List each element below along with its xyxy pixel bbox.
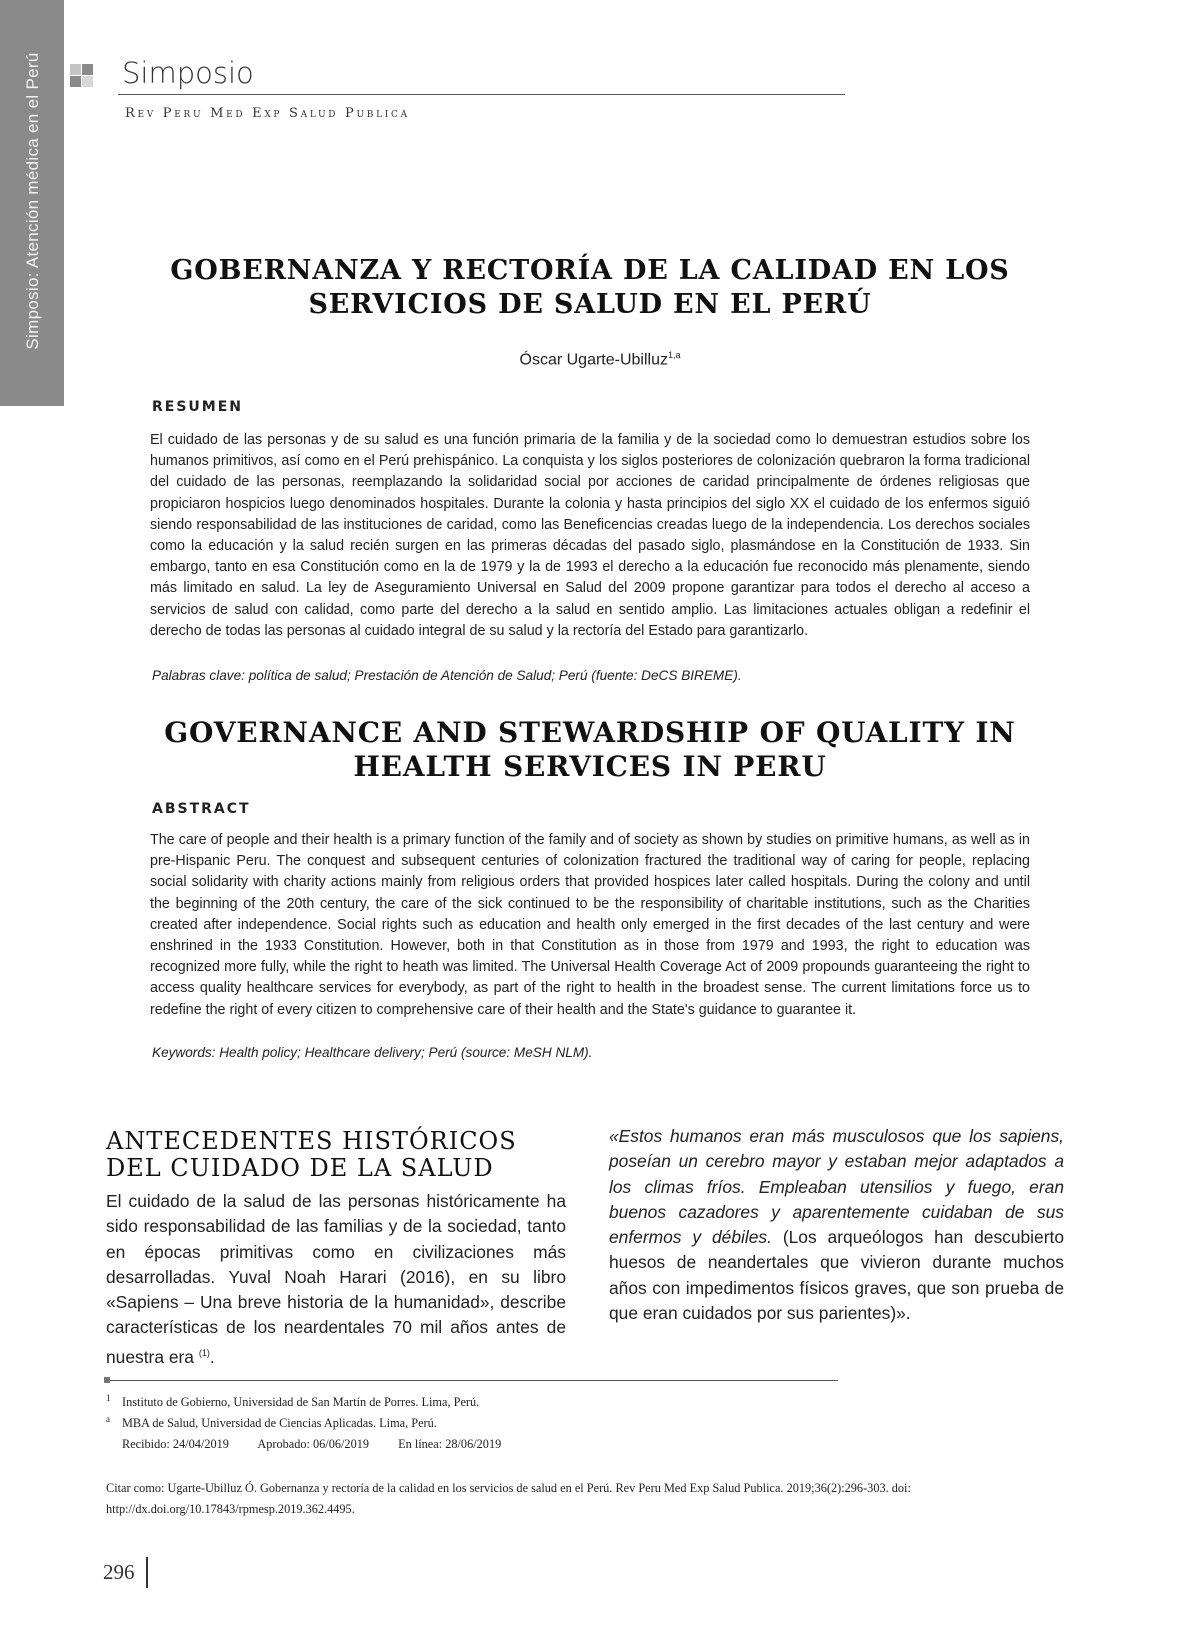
paragraph-end: . — [209, 1346, 215, 1367]
footnote-a — [106, 1413, 527, 1434]
palabras-clave: Palabras clave: política de salud; Prestación de Atención de Salud; Perú (fuente: DeCS BIREME). — [152, 668, 742, 683]
body-paragraph-right — [609, 1124, 1064, 1326]
footnote-1 — [106, 1392, 527, 1413]
citation: Citar como: Ugarte-Ubilluz Ó. Gobernanza y rectoría de la calidad en los servicios de salud en el Perú. Rev Peru Med Exp Salud Publica. 2019;36(2):296-303. doi: http://dx.doi.org/10.17843/rpmesp.2019.362.4495. — [106, 1481, 911, 1516]
section-heading: ANTECEDENTES HISTÓRICOS DEL CUIDADO DE LA SALUD — [106, 1127, 517, 1182]
header-rule — [118, 94, 845, 95]
corner-decoration — [70, 64, 94, 88]
quote-rest: (Los arqueólogos han descubierto huesos de neandertales que vivieron durante muchos años con impedimentos físicos graves, que son prueba de que eran cuidados por sus parientes)». — [609, 1227, 1065, 1324]
footnote-rule — [106, 1380, 838, 1381]
reference-mark: (1) — [198, 1347, 210, 1358]
footnote-number: 1 — [106, 1393, 111, 1403]
footnote-number: a — [106, 1414, 110, 1424]
abstract-label: ABSTRACT — [152, 801, 251, 817]
section-name: Simposio — [122, 56, 254, 90]
quote-italic: «Estos humanos eran más musculosos que los sapiens, poseían un cerebro mayor y estaban mejor adaptados a los climas fríos. Empleaban utensilios y fuego, eran buenos cazadores y aparentemente cuidaban de sus enfermos y débiles. — [609, 1126, 1064, 1248]
journal-name: Rev Peru Med Exp Salud Publica — [125, 106, 410, 121]
resumen-label: RESUMEN — [152, 399, 244, 415]
footnote-text: MBA de Salud, Universidad de Ciencias Aplicadas. Lima, Perú. — [122, 1416, 437, 1430]
date-approved: Aprobado: 06/06/2019 — [257, 1437, 370, 1451]
body-paragraph-left — [106, 1189, 566, 1370]
paragraph-text: El cuidado de la salud de las personas históricamente ha sido responsabilidad de las familias y de la sociedad, tanto en épocas primitivas como en civilizaciones más desarrolladas. Yuval Noah Harari (2016), en su libro «Sapiens – Una breve historia de la humanidad», describe características de los neardentales 70 mil años antes de nuestra era — [106, 1191, 566, 1367]
author-name: Óscar Ugarte-Ubilluz — [519, 351, 668, 369]
page-number: 296 — [103, 1560, 135, 1584]
footnotes — [106, 1392, 527, 1455]
title-spanish: GOBERNANZA Y RECTORÍA DE LA CALIDAD EN LOS SERVICIOS DE SALUD EN EL PERÚ — [170, 255, 1010, 320]
date-received: Recibido: 24/04/2019 — [122, 1437, 229, 1451]
abstract-text: The care of people and their health is a primary function of the family and of society as shown by studies on primitive humans, as well as in pre-Hispanic Peru. The conquest and subsequent centuries of colonization fractured the traditional way of caring for people, replacing social solidarity with charity actions mainly from religious orders that provided hospices later called hospitals. During the colony and until the beginning of the 20th century, the care of the sick continued to be the responsibility of charitable institutions, such as the Charities created after independence. Social rights such as education and health only emerged in the first decades of the last century and were enshrined in the 1933 Constitution. However, both in that Constitution as in those from 1979 and 1993, the right to education was recognized more fully, while the right to heath was limited. The Universal Health Coverage Act of 2009 propounds guaranteeing the right to access quality healthcare services for everybody, as part of the right to health in the broadest sense. The current limitations force us to redefine the right of every citizen to comprehensive care of their health and the State's guidance to guarantee it. — [150, 832, 1030, 1018]
side-tab — [0, 0, 64, 406]
footnote-rule-marker — [104, 1377, 110, 1383]
page-number-bar — [146, 1557, 148, 1588]
title-english: GOVERNANCE AND STEWARDSHIP OF QUALITY IN HEALTH SERVICES IN PERU — [164, 716, 1016, 783]
date-online: En línea: 28/06/2019 — [398, 1437, 502, 1451]
side-tab-label: Simposio: Atención médica en el Perú — [23, 52, 42, 350]
resumen-text: El cuidado de las personas y de su salud es una función primaria de la familia y de la sociedad como lo demuestran estudios sobre los humanos primitivos, así como en el Perú prehispánico. La conquista y los siglos posteriores de colonización quebraron la forma tradicional del cuidado de las personas, reemplazando la solidaridad social por acciones de caridad principalmente de órdenes religiosas que propiciaron hospicios luego denominados hospitales. Durante la colonia y hasta principios del siglo XX el cuidado de los enfermos siguió siendo responsabilidad de las instituciones de caridad, como las Beneficencias creadas luego de la independencia. Los derechos sociales como la educación y la salud recién surgen en las primeras décadas del pasado siglo, plasmándose en la Constitución de 1933. Sin embargo, tanto en esa Constitución como en la de 1979 y la de 1993 el derecho a la educación fue reconocido más plenamente, siendo más limitado en salud. La ley de Aseguramiento Universal en Salud del 2009 propone garantizar para todos el derecho al acceso a servicios de salud con calidad, como parte del derecho a la salud en sentido amplio. Las limitaciones actuales obligan a redefinir el derecho de todas las personas al cuidado integral de su salud y la rectoría del Estado para garantizarlo. — [150, 432, 1030, 639]
footnote-text: Instituto de Gobierno, Universidad de San Martín de Porres. Lima, Perú. — [122, 1395, 480, 1409]
keywords: Keywords: Health policy; Healthcare delivery; Perú (source: MeSH NLM). — [152, 1045, 593, 1060]
article-dates — [106, 1434, 527, 1455]
author-affiliation-marks: 1,a — [667, 350, 681, 360]
author — [0, 350, 1200, 369]
